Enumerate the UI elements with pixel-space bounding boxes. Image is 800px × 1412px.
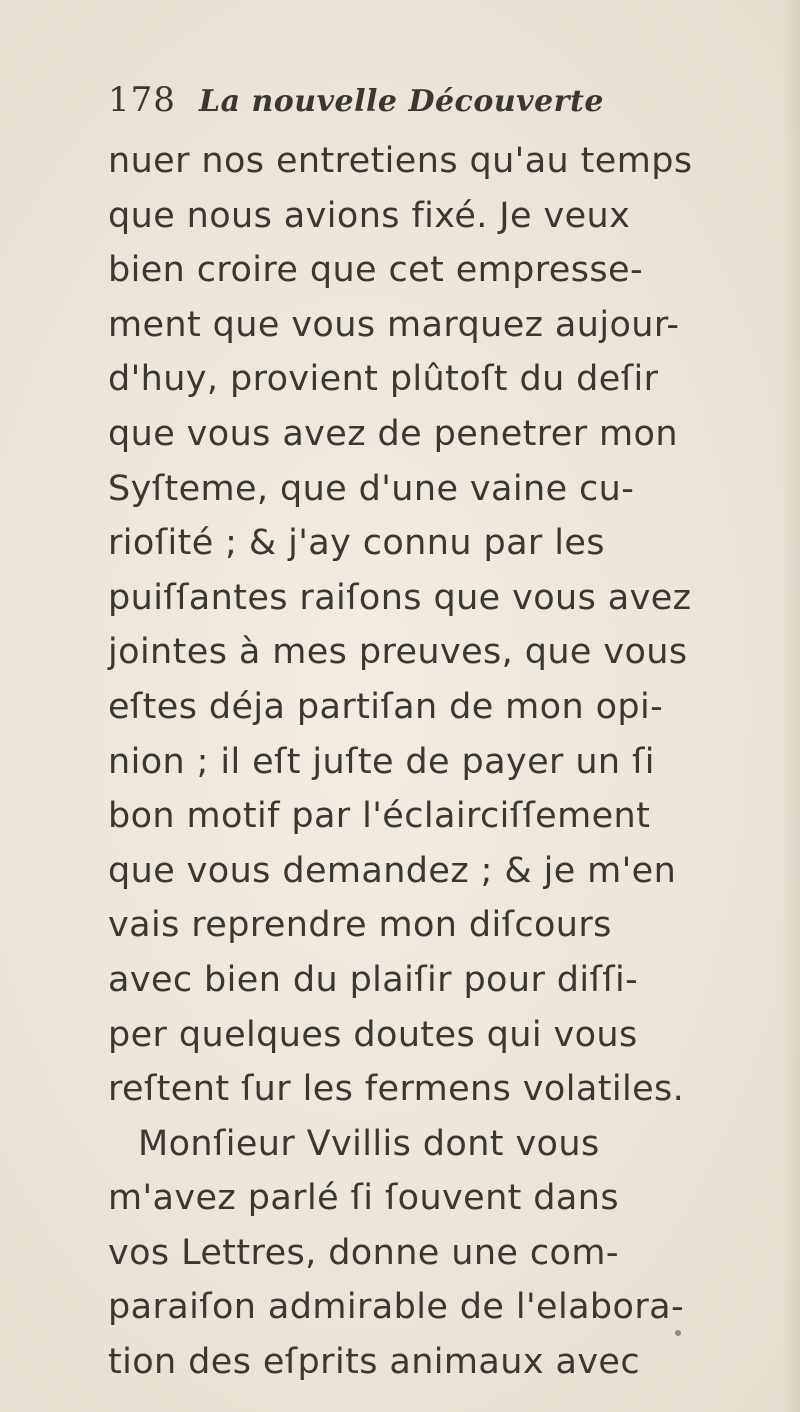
ink-speck	[675, 1330, 681, 1336]
text-line: tion des eſprits animaux avec	[108, 1342, 641, 1383]
text-line: que vous avez de penetrer mon	[108, 413, 678, 454]
text-line: eſtes déja partiſan de mon opi-	[108, 686, 664, 727]
text-line: vais reprendre mon diſcours	[108, 905, 612, 946]
page-number: 178	[108, 80, 176, 120]
text-line: bien croire que cet empresse-	[108, 250, 643, 291]
running-header	[108, 80, 604, 130]
text-line: que nous avions fixé. Je veux	[108, 195, 631, 236]
text-line: nion ; il eſt juſte de payer un ſi	[108, 741, 655, 782]
text-line: jointes à mes preuves, que vous	[108, 632, 688, 673]
text-line: ment que vous marquez aujour-	[108, 304, 680, 345]
text-line: nuer nos entretiens qu'au temps	[108, 141, 693, 181]
text-line: Syſteme, que d'une vaine cu-	[108, 468, 635, 509]
running-title: La nouvelle Découverte	[199, 84, 604, 119]
text-line: m'avez parlé ſi ſouvent dans	[108, 1178, 619, 1219]
text-line: paraiſon admirable de l'elabora-	[108, 1287, 685, 1328]
body-text	[108, 134, 788, 1390]
text-line: rioſité ; & j'ay connu par les	[108, 523, 605, 564]
text-line: per quelques doutes qui vous	[108, 1014, 638, 1055]
paragraph-start-line: Monſieur Vvillis dont vous	[138, 1123, 600, 1164]
text-line: bon motif par l'éclairciſſement	[108, 796, 651, 837]
text-line: avec bien du plaiſir pour diſſi-	[108, 959, 639, 1000]
text-line: que vous demandez ; & je m'en	[108, 850, 677, 891]
text-line: vos Lettres, donne une com-	[108, 1232, 619, 1273]
text-line: puiſſantes raiſons que vous avez	[108, 577, 692, 618]
text-line: d'huy, provient plûtoſt du deſir	[108, 359, 659, 400]
text-line: reſtent ſur les fermens volatiles.	[108, 1069, 685, 1110]
